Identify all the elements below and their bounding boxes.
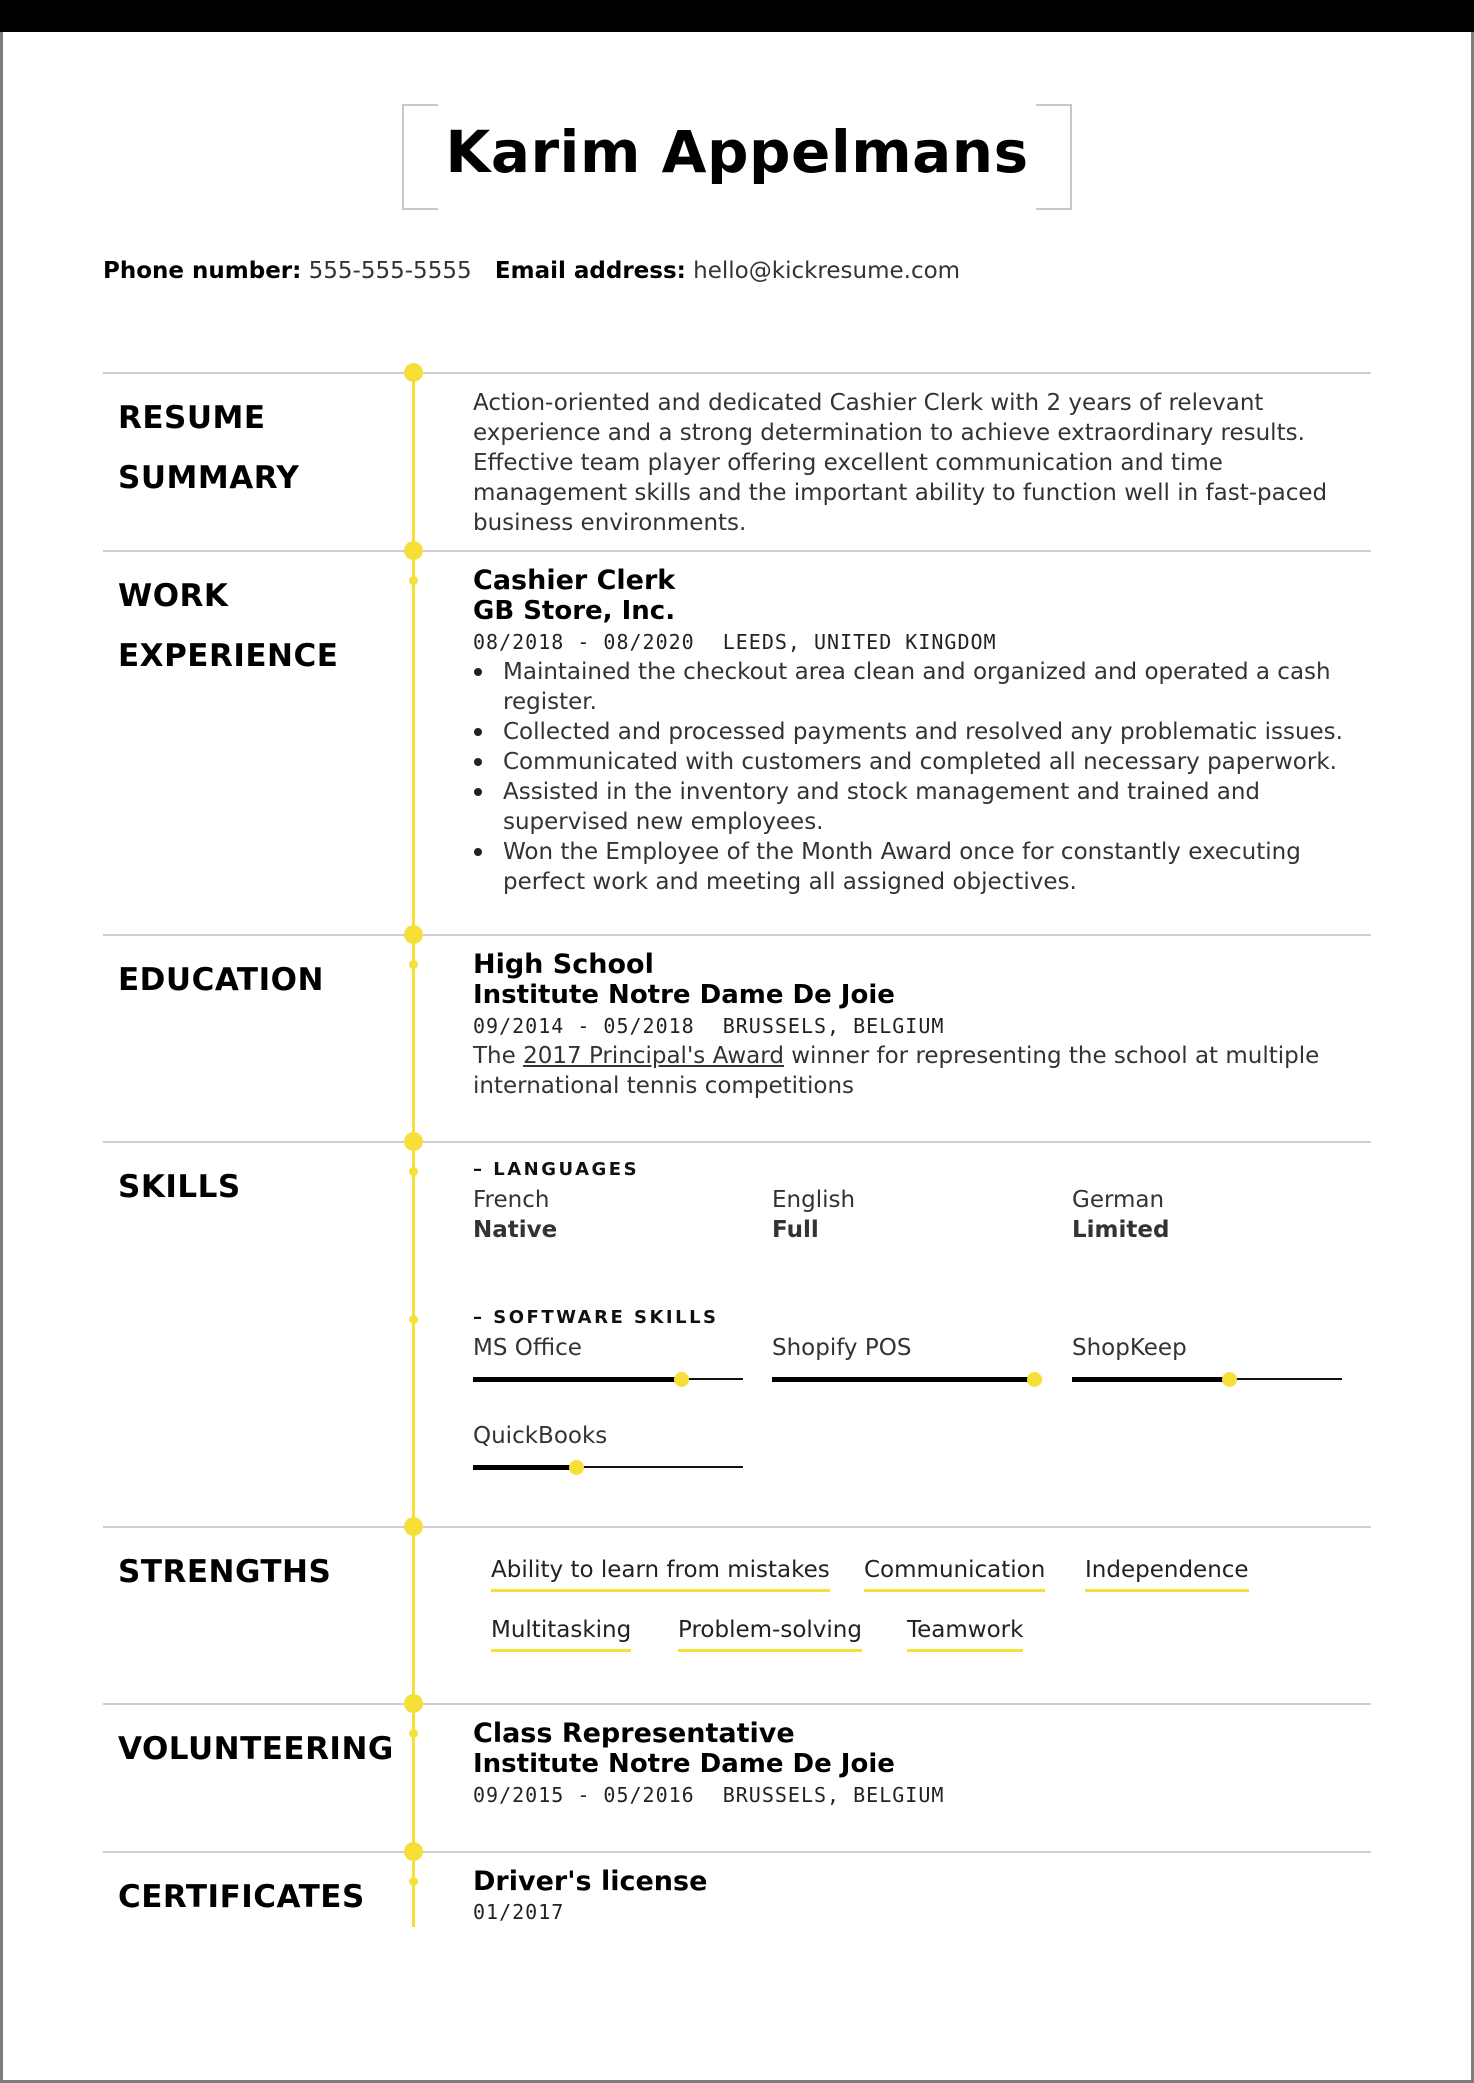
divider bbox=[103, 1851, 1371, 1853]
timeline-dot-small bbox=[409, 1877, 418, 1886]
software-name: Shopify POS bbox=[772, 1335, 912, 1361]
software-heading: – SOFTWARE SKILLS bbox=[473, 1307, 719, 1328]
language-level: Full bbox=[772, 1217, 819, 1243]
certificates-content bbox=[473, 1866, 1363, 1927]
left-frame bbox=[0, 32, 3, 2083]
job-title: Cashier Clerk bbox=[473, 565, 676, 596]
skill-bar-knob bbox=[1027, 1372, 1042, 1387]
skill-bar-knob bbox=[1222, 1372, 1237, 1387]
section-title-summary: RESUME SUMMARY bbox=[118, 400, 300, 496]
timeline-dot-small bbox=[409, 576, 418, 585]
skills-content bbox=[473, 1157, 1363, 1497]
divider bbox=[103, 550, 1371, 552]
strength-tag: Multitasking bbox=[491, 1615, 631, 1652]
divider bbox=[103, 1141, 1371, 1143]
education-meta bbox=[473, 1011, 1363, 1041]
candidate-name: Karim Appelmans bbox=[445, 118, 1029, 186]
school-name: Institute Notre Dame De Joie bbox=[473, 980, 895, 1010]
name-box bbox=[402, 104, 1072, 210]
skill-bar-knob bbox=[569, 1460, 584, 1475]
language-item bbox=[772, 1185, 1052, 1245]
divider bbox=[103, 1703, 1371, 1705]
volunteer-location: BRUSSELS, BELGIUM bbox=[722, 1783, 945, 1807]
skill-bar-fill bbox=[772, 1377, 1034, 1382]
timeline-dot-small bbox=[409, 1729, 418, 1738]
volunteer-dates: 09/2015 - 05/2016 bbox=[473, 1783, 695, 1807]
language-name: English bbox=[772, 1187, 856, 1213]
timeline-dot bbox=[404, 363, 423, 382]
section-title-work: WORK EXPERIENCE bbox=[118, 578, 339, 674]
skill-bar bbox=[473, 1372, 743, 1386]
language-level: Limited bbox=[1072, 1217, 1170, 1243]
strength-tag: Communication bbox=[864, 1555, 1045, 1592]
timeline-dot bbox=[404, 925, 423, 944]
list-item: Assisted in the inventory and stock management and trained and supervised new employees. bbox=[503, 777, 1363, 837]
list-item: Won the Employee of the Month Award once for constantly executing perfect work and meeting all assigned objectives. bbox=[503, 837, 1363, 897]
email-label: Email address: bbox=[494, 258, 686, 284]
company-name: GB Store, Inc. bbox=[473, 596, 676, 626]
job-dates: 08/2018 - 08/2020 bbox=[473, 630, 695, 654]
summary-content bbox=[473, 388, 1363, 538]
volunteering-content bbox=[473, 1718, 1363, 1810]
software-name: MS Office bbox=[473, 1335, 582, 1361]
timeline-dot-small bbox=[409, 960, 418, 969]
software-name: ShopKeep bbox=[1072, 1335, 1187, 1361]
job-location: LEEDS, UNITED KINGDOM bbox=[722, 630, 997, 654]
section-title-strengths: STRENGTHS bbox=[118, 1554, 332, 1590]
skill-bar-fill bbox=[473, 1377, 681, 1382]
volunteer-role: Class Representative bbox=[473, 1718, 795, 1749]
job-meta bbox=[473, 627, 1363, 657]
skill-bar bbox=[473, 1460, 743, 1474]
phone-label: Phone number: bbox=[103, 258, 302, 284]
phone-value: 555-555-5555 bbox=[308, 258, 472, 284]
education-dates: 09/2014 - 05/2018 bbox=[473, 1014, 695, 1038]
award-link[interactable]: 2017 Principal's Award bbox=[523, 1043, 784, 1069]
timeline-dot bbox=[404, 1517, 423, 1536]
education-location: BRUSSELS, BELGIUM bbox=[722, 1014, 945, 1038]
list-item: Collected and processed payments and resolved any problematic issues. bbox=[503, 717, 1363, 747]
language-level: Native bbox=[473, 1217, 558, 1243]
language-item bbox=[473, 1185, 753, 1245]
email-value: hello@kickresume.com bbox=[693, 258, 961, 284]
top-bar bbox=[0, 0, 1474, 32]
strength-tag: Teamwork bbox=[907, 1615, 1023, 1652]
skill-bar bbox=[1072, 1372, 1342, 1386]
contact-line bbox=[103, 258, 960, 284]
language-item bbox=[1072, 1185, 1352, 1245]
volunteer-org: Institute Notre Dame De Joie bbox=[473, 1749, 895, 1779]
timeline-dot bbox=[404, 1842, 423, 1861]
education-content bbox=[473, 949, 1363, 1101]
software-item bbox=[772, 1333, 1052, 1363]
strength-tag: Independence bbox=[1085, 1555, 1249, 1592]
summary-text: Action-oriented and dedicated Cashier Clerk with 2 years of relevant experience and a strong determination to achieve extraordinary results. Effective team player offering excellent communication and time management skills and the important ability to function well in fast-paced business environments. bbox=[473, 390, 1328, 536]
timeline-dot bbox=[404, 541, 423, 560]
timeline-dot bbox=[404, 1694, 423, 1713]
section-title-education: EDUCATION bbox=[118, 962, 324, 998]
software-item bbox=[1072, 1333, 1352, 1363]
section-title-certificates: CERTIFICATES bbox=[118, 1879, 365, 1915]
language-name: German bbox=[1072, 1187, 1165, 1213]
divider bbox=[103, 372, 1371, 374]
software-item bbox=[473, 1421, 753, 1451]
language-name: French bbox=[473, 1187, 550, 1213]
certificate-name: Driver's license bbox=[473, 1866, 708, 1897]
skill-bar bbox=[772, 1372, 1042, 1386]
skill-bar-fill bbox=[473, 1465, 576, 1470]
degree: High School bbox=[473, 949, 654, 980]
divider bbox=[103, 934, 1371, 936]
divider bbox=[103, 1526, 1371, 1528]
volunteer-meta bbox=[473, 1780, 1363, 1810]
section-title-skills: SKILLS bbox=[118, 1169, 241, 1205]
timeline-dot-small bbox=[409, 1315, 418, 1324]
timeline-dot-small bbox=[409, 1167, 418, 1176]
software-name: QuickBooks bbox=[473, 1423, 608, 1449]
job-duties bbox=[473, 657, 1363, 897]
list-item: Communicated with customers and completed all necessary paperwork. bbox=[503, 747, 1363, 777]
software-item bbox=[473, 1333, 753, 1363]
skill-bar-knob bbox=[674, 1372, 689, 1387]
skill-bar-fill bbox=[1072, 1377, 1229, 1382]
strength-tag: Ability to learn from mistakes bbox=[491, 1555, 830, 1592]
section-title-volunteering: VOLUNTEERING bbox=[118, 1731, 394, 1767]
list-item: Maintained the checkout area clean and organized and operated a cash register. bbox=[503, 657, 1363, 717]
languages-heading: – LANGUAGES bbox=[473, 1159, 640, 1180]
work-content bbox=[473, 565, 1363, 897]
strength-tag: Problem-solving bbox=[678, 1615, 862, 1652]
timeline-dot bbox=[404, 1132, 423, 1151]
education-description: The 2017 Principal's Award winner for representing the school at multiple international tennis competitions bbox=[473, 1043, 1320, 1099]
certificate-date: 01/2017 bbox=[473, 1900, 565, 1924]
